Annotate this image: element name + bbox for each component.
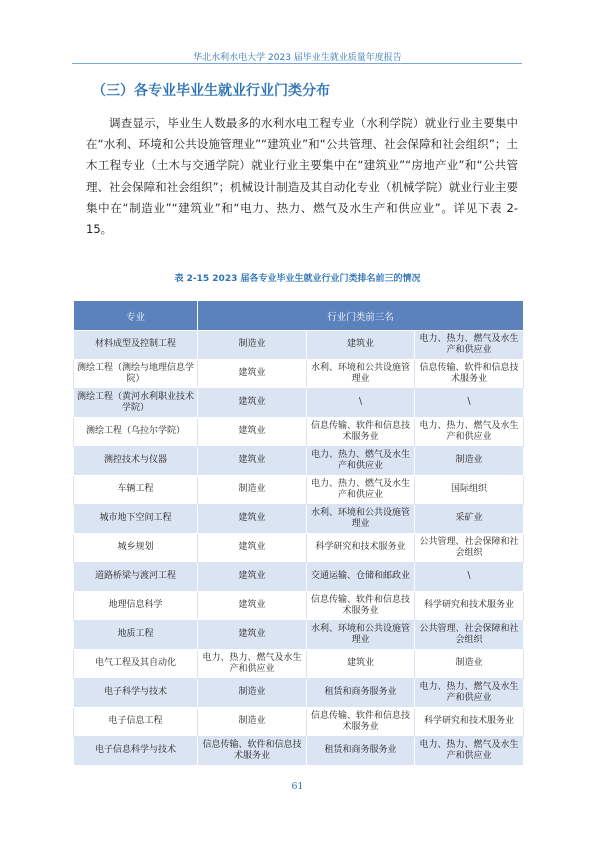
cell-industry-3: 科学研究和技术服务业 [415,708,524,737]
cell-industry-2: 科学研究和技术服务业 [307,534,415,563]
cell-industry-2: 建筑业 [307,650,415,679]
cell-industry-2: \ [307,389,415,418]
table-row [74,360,524,389]
cell-industry-1: 建筑业 [198,563,307,592]
cell-industry-3: 公共管理、社会保障和社会组织 [415,534,524,563]
cell-industry-3: \ [415,563,524,592]
table-header-row [74,301,524,331]
cell-industry-3: 制造业 [415,650,524,679]
cell-major: 电子信息科学与技术 [74,737,198,766]
table-row [74,621,524,650]
cell-industry-1: 建筑业 [198,389,307,418]
table-row [74,505,524,534]
cell-major: 测绘工程（乌拉尔学院） [74,418,198,447]
cell-industry-1: 制造业 [198,331,307,360]
report-header-title: 华北水利水电大学 2023 届毕业生就业质量年度报告 [193,53,402,63]
cell-major: 测绘工程（黄河水利职业技术学院） [74,389,198,418]
header-divider [72,63,522,64]
body-paragraph: 调查显示，毕业生人数最多的水利水电工程专业（水利学院）就业行业主要集中在“水利、环境和公共设施管理业”“建筑业”和“公共管理、社会保障和社会组织”；土木工程专业（土木与交通学院）就业行业主要集中在“建筑业”“房地产业”和“公共管理、社会保障和社会组织”；机械设计制造及其自动化专业（机械学院）就业行业主要集中在“制造业”“建筑业”和“电力、热力、燃气及水生产和供应业”。详见下表 2-15。 [86,116,518,237]
cell-industry-1: 建筑业 [198,418,307,447]
cell-major: 城市地下空间工程 [74,505,198,534]
header-major: 专业 [74,301,198,331]
cell-industry-2: 信息传输、软件和信息技术服务业 [307,592,415,621]
table-body [74,331,524,766]
cell-industry-2: 信息传输、软件和信息技术服务业 [307,418,415,447]
cell-major: 电子科学与技术 [74,679,198,708]
cell-major: 城乡规划 [74,534,198,563]
cell-industry-1: 制造业 [198,679,307,708]
table-row [74,534,524,563]
cell-major: 测控技术与仪器 [74,447,198,476]
header-industries: 行业门类前三名 [198,301,524,331]
cell-industry-2: 租赁和商务服务业 [307,737,415,766]
cell-industry-1: 电力、热力、燃气及水生产和供应业 [198,650,307,679]
cell-industry-1: 建筑业 [198,505,307,534]
cell-industry-3: 国际组织 [415,476,524,505]
cell-industry-2: 交通运输、仓储和邮政业 [307,563,415,592]
cell-industry-2: 水利、环境和公共设施管理业 [307,505,415,534]
table-row [74,389,524,418]
cell-industry-2: 电力、热力、燃气及水生产和供应业 [307,447,415,476]
cell-major: 地理信息科学 [74,592,198,621]
cell-industry-1: 建筑业 [198,447,307,476]
cell-industry-1: 制造业 [198,476,307,505]
cell-industry-3: 信息传输、软件和信息技术服务业 [415,360,524,389]
cell-industry-3: 电力、热力、燃气及水生产和供应业 [415,679,524,708]
table-row [74,563,524,592]
cell-industry-3: 采矿业 [415,505,524,534]
cell-major: 电气工程及其自动化 [74,650,198,679]
cell-major: 材料成型及控制工程 [74,331,198,360]
cell-industry-3: 科学研究和技术服务业 [415,592,524,621]
cell-major: 电子信息工程 [74,708,198,737]
cell-major: 车辆工程 [74,476,198,505]
cell-major: 测绘工程（测绘与地理信息学院） [74,360,198,389]
table-row [74,679,524,708]
cell-industry-1: 建筑业 [198,360,307,389]
cell-industry-1: 建筑业 [198,592,307,621]
cell-industry-2: 建筑业 [307,331,415,360]
cell-industry-3: 电力、热力、燃气及水生产和供应业 [415,737,524,766]
industry-table [73,300,524,766]
cell-industry-1: 信息传输、软件和信息技术服务业 [198,737,307,766]
cell-industry-1: 建筑业 [198,534,307,563]
table-row [74,447,524,476]
table-row [74,650,524,679]
cell-industry-3: 电力、热力、燃气及水生产和供应业 [415,331,524,360]
page-number: 61 [291,781,304,792]
cell-industry-3: 公共管理、社会保障和社会组织 [415,621,524,650]
cell-major: 道路桥梁与渡河工程 [74,563,198,592]
table-caption: 表 2-15 2023 届各专业毕业生就业行业门类排名前三的情况 [174,274,421,284]
table-row [74,708,524,737]
table-row [74,592,524,621]
cell-industry-2: 电力、热力、燃气及水生产和供应业 [307,476,415,505]
cell-industry-3: 电力、热力、燃气及水生产和供应业 [415,418,524,447]
cell-industry-1: 建筑业 [198,621,307,650]
cell-major: 地质工程 [74,621,198,650]
cell-industry-2: 水利、环境和公共设施管理业 [307,621,415,650]
cell-industry-2: 租赁和商务服务业 [307,679,415,708]
cell-industry-3: 制造业 [415,447,524,476]
section-title: （三）各专业毕业生就业行业门类分布 [92,83,330,99]
table-row [74,418,524,447]
table-row [74,476,524,505]
table-row [74,331,524,360]
table-row [74,737,524,766]
cell-industry-2: 信息传输、软件和信息技术服务业 [307,708,415,737]
cell-industry-2: 水利、环境和公共设施管理业 [307,360,415,389]
cell-industry-1: 制造业 [198,708,307,737]
cell-industry-3: \ [415,389,524,418]
